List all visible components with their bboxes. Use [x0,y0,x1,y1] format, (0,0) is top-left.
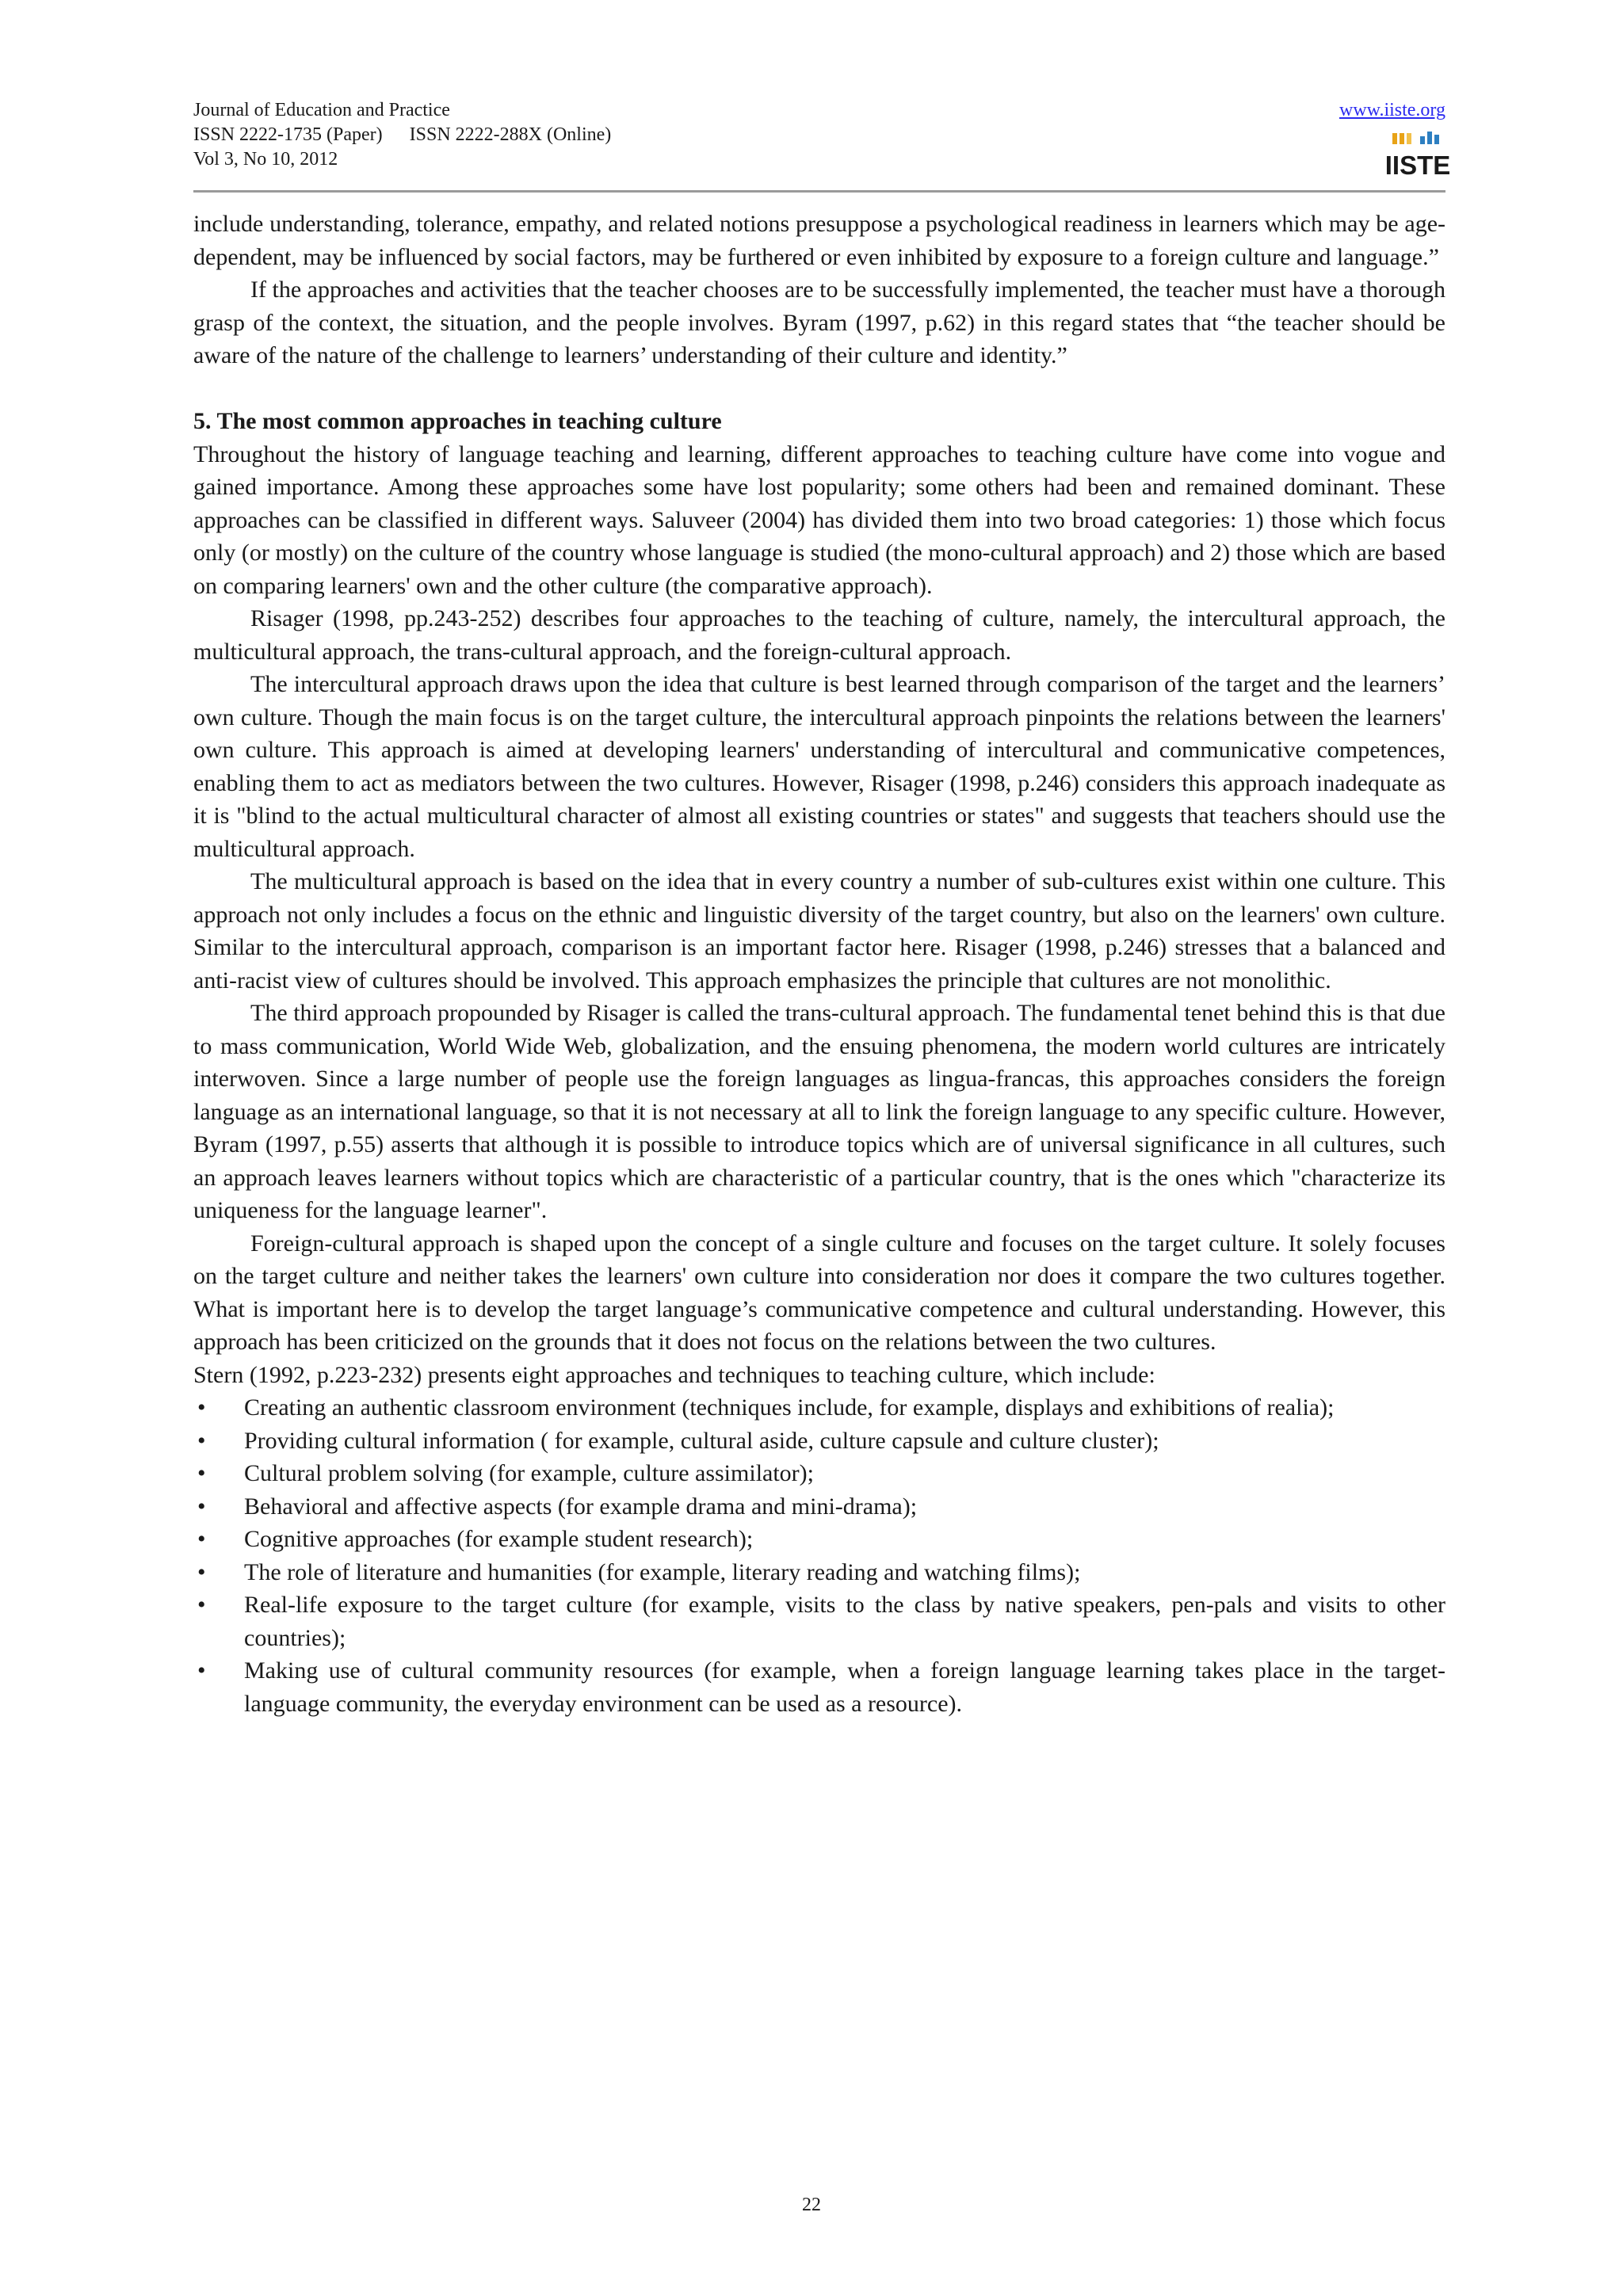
iiste-logo [1384,128,1451,184]
bullet-icon: • [197,1526,206,1552]
article-body [193,208,1445,1720]
paragraph-multicultural: The multicultural approach is based on the idea that in every country a number of sub-cultures exist within one culture. This approach not only includes a focus on the ethnic and linguistic diversity of the target country, but also on the learners' own culture. Similar to the intercultural approach, comparison is an important factor here. Risager (1998, p.246) stresses that a balanced and anti-racist view of cultures should be involved. This approach emphasizes the principle that cultures are not monolithic. [193,868,1445,994]
stern-approaches-list [193,1391,1445,1720]
logo-wordmark: IISTE [1384,151,1451,180]
journal-info [193,98,611,172]
issn-online: ISSN 2222-288X (Online) [409,124,612,145]
list-item: • Behavioral and affective aspects (for example drama and mini-drama); [193,1490,1445,1524]
list-item: • Making use of cultural community resources (for example, when a foreign language learning takes place in the target-language community, the everyday environment can be used as a resource). [193,1654,1445,1720]
bullet-icon: • [197,1558,206,1585]
list-item: • Cultural problem solving (for example, culture assimilator); [193,1457,1445,1490]
issn-paper: ISSN 2222-1735 (Paper) [193,124,383,145]
bullet-icon: • [197,1427,206,1454]
bullet-icon: • [197,1657,206,1684]
list-item: • Creating an authentic classroom environment (techniques include, for example, displays and exhibitions of realia); [193,1391,1445,1425]
bullet-icon: • [197,1394,206,1421]
journal-title: Journal of Education and Practice [193,100,450,120]
header-divider [193,190,1445,193]
page-number: 22 [802,2195,821,2215]
bullet-icon: • [197,1460,206,1486]
list-item: • Real-life exposure to the target culture (for example, visits to the class by native speakers, pen-pals and visits to other countries); [193,1589,1445,1654]
list-item: • Cognitive approaches (for example student research); [193,1523,1445,1556]
paragraph-history: Throughout the history of language teaching and learning, different approaches to teaching culture have come into vogue and gained importance. Among these approaches some have lost popularity; some others had been and remained dominant. These approaches can be classified in different ways. Saluveer (2004) has divided them into two broad categories: 1) those which focus only (or mostly) on the culture of the country whose language is studied (the mono-cultural approach) and 2) those which are based on comparing learners' own and the other culture (the comparative approach). [193,441,1445,599]
section-spacer [193,372,1445,406]
paragraph-trans-cultural: The third approach propounded by Risager is called the trans-cultural approach. The fundamental tenet behind this is that due to mass communication, World Wide Web, globalization, and the ensuing phenomena, the modern world cultures are intricately interwoven. Since a large number of people use the foreign languages as lingua-francas, this approaches considers the foreign language as an international language, so that it is not necessary at all to link the foreign language to any specific culture. However, Byram (1997, p.55) asserts that although it is possible to introduce topics which are of universal significance in all cultures, such an approach leaves learners without topics which are characteristic of a particular country, that is the ones which "characterize its uniqueness for the language learner". [193,1000,1445,1223]
bullet-icon: • [197,1592,206,1618]
paragraph-risager-four-approaches: Risager (1998, pp.243-252) describes four approaches to the teaching of culture, namely, the intercultural approach, the multicultural approach, the trans-cultural approach, and the foreign-cultural approach. [193,605,1445,665]
paragraph-foreign-cultural: Foreign-cultural approach is shaped upon the concept of a single culture and focuses on the target culture. It solely focuses on the target culture and neither takes the learners' own culture into consideration nor does it compare the two cultures together. What is important here is to develop the target language’s communicative competence and cultural understanding. However, this approach has been criticized on the grounds that it does not focus on the relations between the two cultures. [193,1230,1445,1355]
paragraph-stern-intro: Stern (1992, p.223-232) presents eight approaches and techniques to teaching culture, which include: [193,1361,1155,1388]
issn-line [193,123,611,147]
bullet-icon: • [197,1493,206,1520]
volume-info: Vol 3, No 10, 2012 [193,149,338,170]
section-heading: 5. The most common approaches in teaching culture [193,408,722,434]
paragraph-approaches-implementation: If the approaches and activities that the teacher chooses are to be successfully implemented, the teacher must have a thorough grasp of the context, the situation, and the people involves. Byram (1997, p.62) in this regard states that “the teacher should be aware of the nature of the challenge to learners’ understanding of their culture and identity.” [193,277,1445,368]
iiste-logo-icon [1384,128,1451,184]
paragraph-intercultural: The intercultural approach draws upon the idea that culture is best learned through comparison of the target and the learners’ own culture. Though the main focus is on the target culture, the intercultural approach pinpoints the relations between the learners' own culture. This approach is aimed at developing learners' understanding of intercultural and communicative competences, enabling them to act as mediators between the two cultures. However, Risager (1998, p.246) considers this approach inadequate as it is "blind to the actual multicultural character of almost all existing countries or states" and suggests that teachers should use the multicultural approach. [193,671,1445,862]
paragraph-continuation: include understanding, tolerance, empathy, and related notions presuppose a psychological readiness in learners which may be age-dependent, may be influenced by social factors, may be furthered or even inhibited by exposure to a foreign culture and language.” [193,211,1445,270]
journal-url-link[interactable]: www.iiste.org [1339,100,1445,120]
list-item: • The role of literature and humanities (for example, literary reading and watching films); [193,1556,1445,1589]
page-header [193,98,1451,193]
list-item: • Providing cultural information ( for example, cultural aside, culture capsule and culture cluster); [193,1425,1445,1458]
